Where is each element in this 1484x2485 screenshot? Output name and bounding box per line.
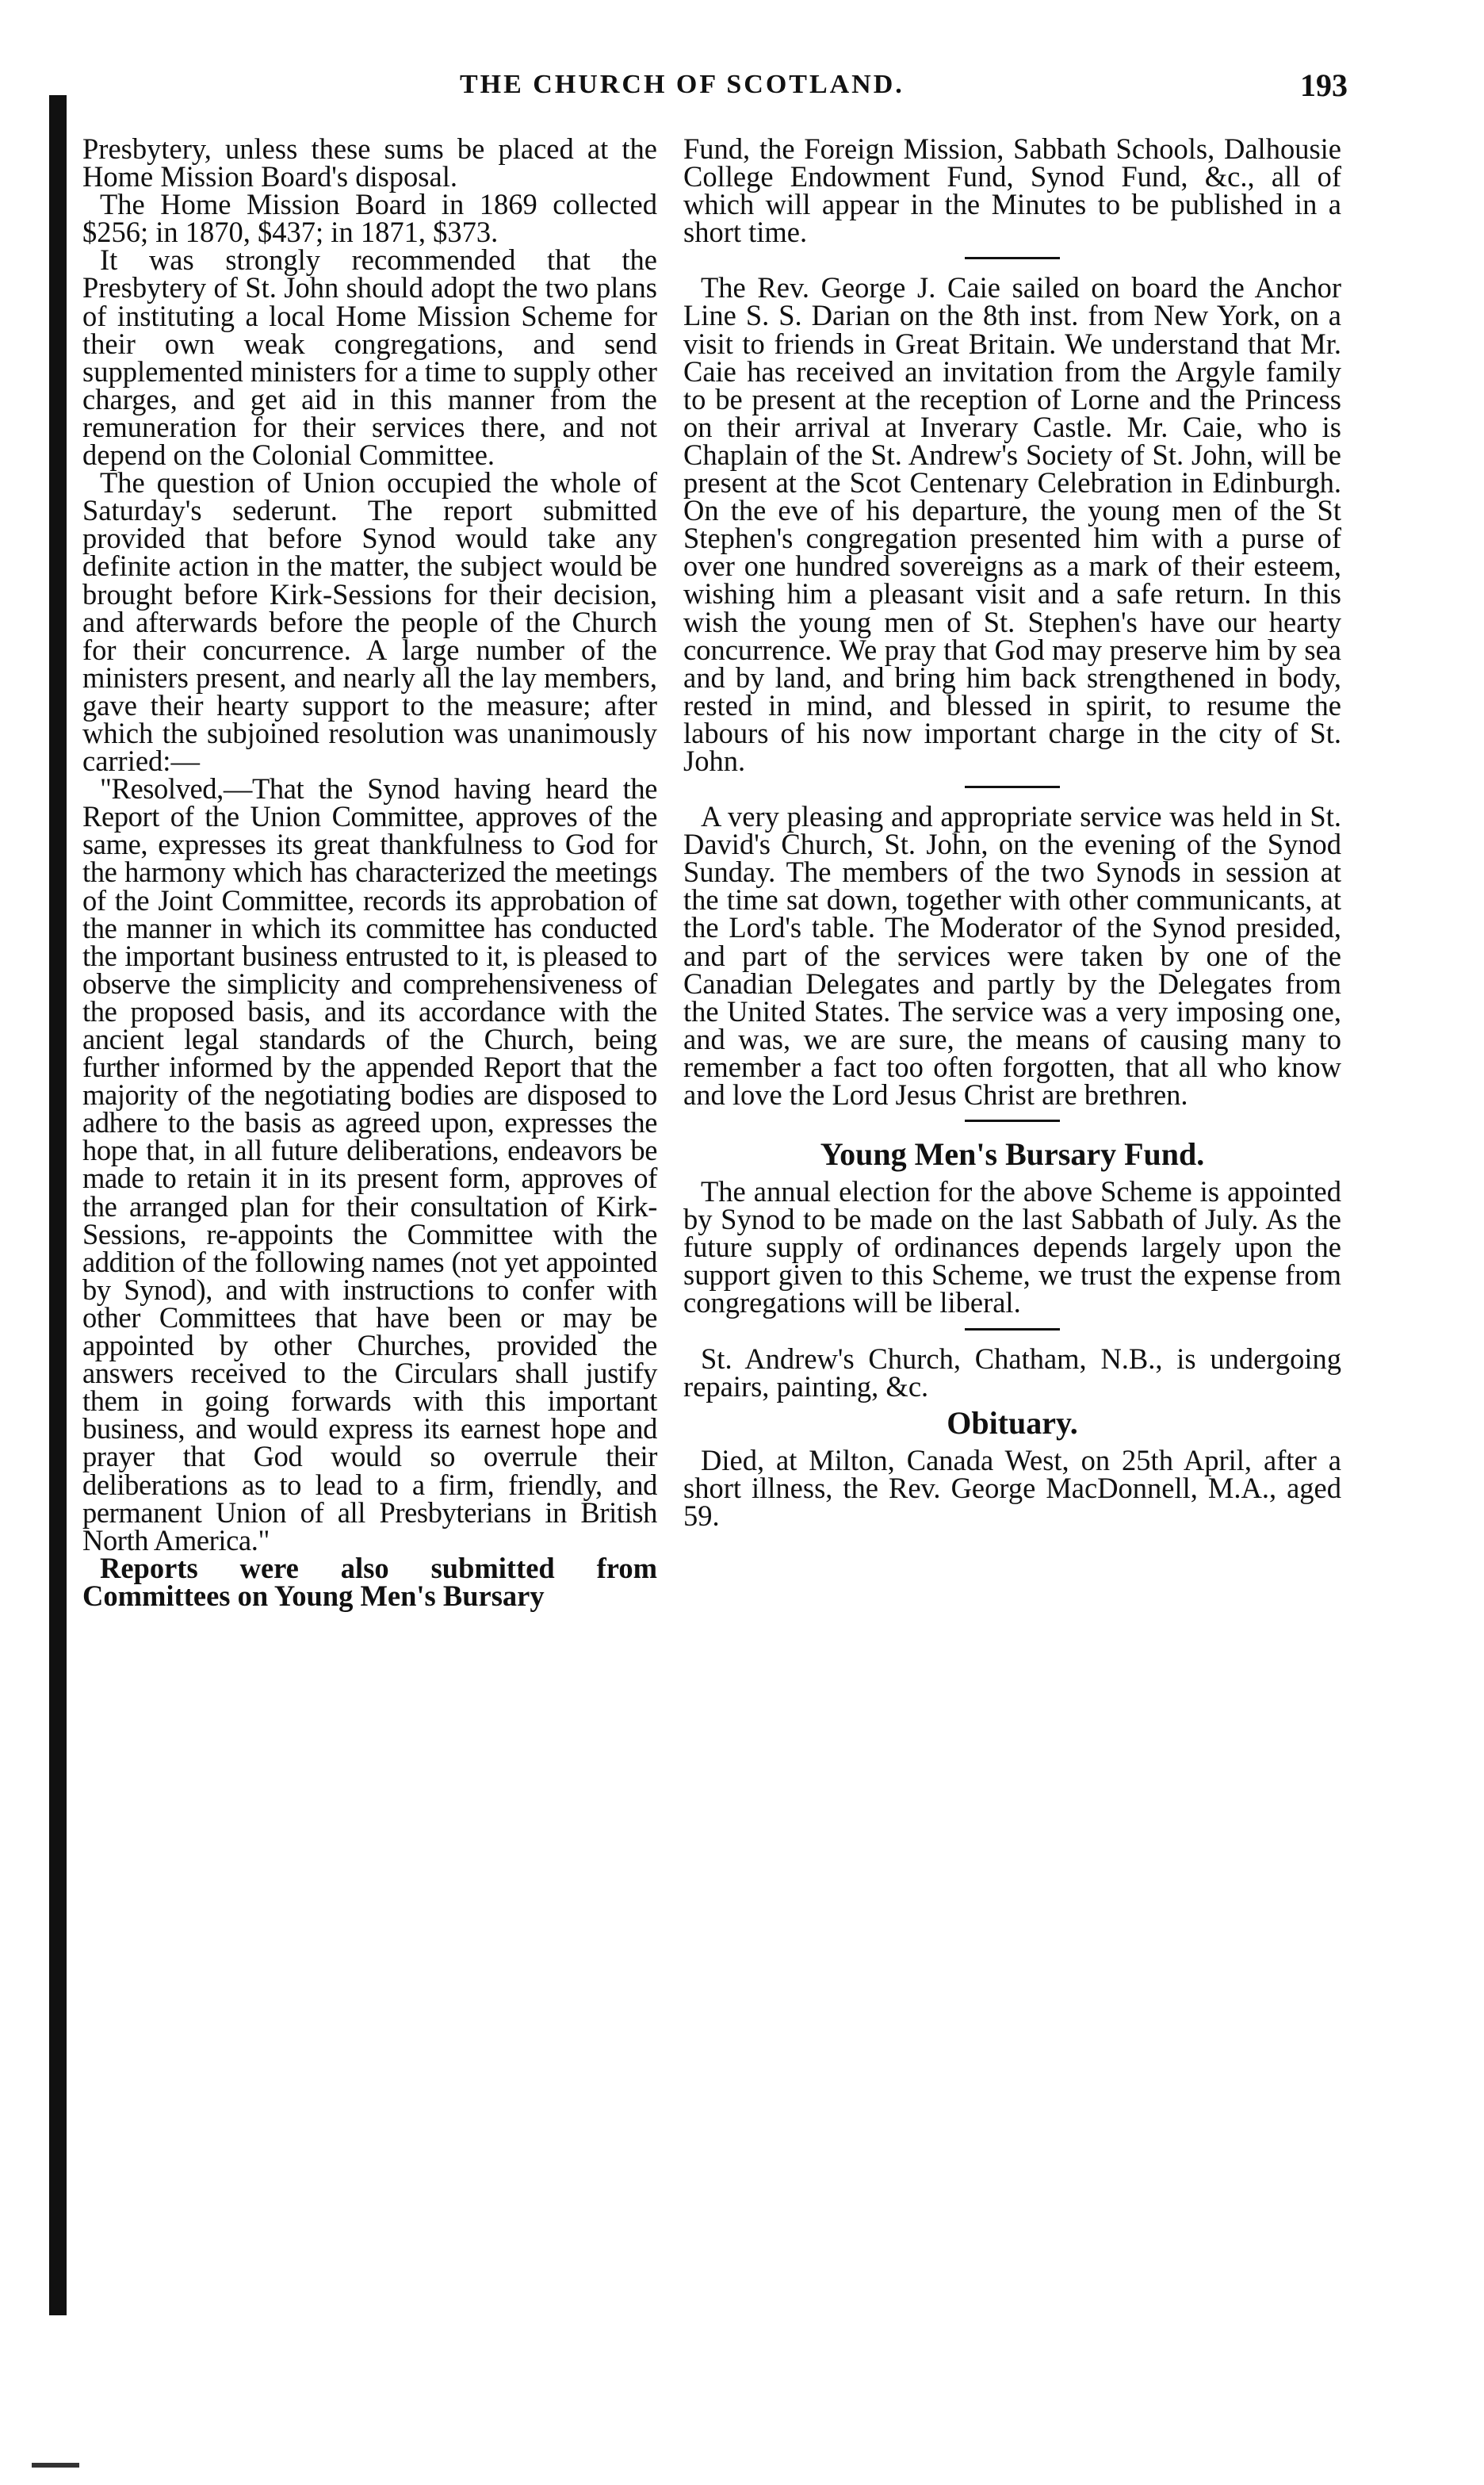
scan-edge-mark <box>32 2463 79 2468</box>
paragraph: Died, at Milton, Canada West, on 25th April, after a short illness, the Rev. George MacDonnell, M.A., aged 59. <box>683 1443 1341 1532</box>
left-column <box>82 132 657 1612</box>
paragraph: Fund, the Foreign Mission, Sabbath Schools, Dalhousie College Endowment Fund, Synod Fund, &c., all of which will appear in the Minutes to be published in a short time. <box>683 132 1341 249</box>
section-rule <box>965 1120 1060 1122</box>
paragraph: Presbytery, unless these sums be placed at the Home Mission Board's disposal. <box>82 132 657 193</box>
section-rule <box>965 1328 1060 1331</box>
section-heading-bursary: Young Men's Bursary Fund. <box>820 1136 1205 1173</box>
paragraph: The annual election for the above Scheme is appointed by Synod to be made on the last Sabbath of July. As the future supply of ordinances depends largely upon the support given to this Scheme, we trust the expense from congregations will be liberal. <box>683 1175 1341 1319</box>
paragraph: The Home Mission Board in 1869 collected $256; in 1870, $437; in 1871, $373. <box>82 188 657 249</box>
paragraph: St. Andrew's Church, Chatham, N.B., is undergoing repairs, painting, &c. <box>683 1342 1341 1403</box>
right-column <box>683 132 1341 1532</box>
paragraph: A very pleasing and appropriate service was held in St. David's Church, St. John, on the evening of the Synod Sunday. The members of the two Synods in session at the time sat down, together with other communicants, at the Lord's table. The Moderator of the Synod presided, and part of the services were taken by one of the Canadian Delegates and partly by the Delegates from the United States. The service was a very imposing one, and was, we are sure, the means of causing many to remember a fact too often forgotten, that all who know and love the Lord Jesus Christ are brethren. <box>683 800 1341 1111</box>
scan-binding-shadow <box>49 95 67 2315</box>
paragraph: Reports were also submitted from Committees on Young Men's Bursary <box>82 1551 657 1612</box>
paragraph: It was strongly recommended that the Presbytery of St. John should adopt the two plans of instituting a local Home Mission Scheme for their own weak congregations, and send supplemented ministers for a time to supply other charges, and get aid in this manner from the remuneration for their services there, and not depend on the Colonial Committee. <box>82 243 657 472</box>
section-rule <box>965 257 1060 259</box>
section-heading-obituary: Obituary. <box>947 1404 1078 1441</box>
section-rule <box>965 786 1060 788</box>
synod-resolution: "Resolved,—That the Synod having heard the Report of the Union Committee, approves of the same, expresses its great thankfulness to God for the harmony which has characterized the meetings of the Joint Committee, records its approbation of the manner in which its committee has conducted the important business entrusted to it, is pleased to observe the simplicity and comprehensiveness of the proposed basis, and its accordance with the ancient legal standards of the Church, being further informed by the appended Report that the majority of the negotiating bodies are disposed to adhere to the basis as agreed upon, expresses the hope that, in all future deliberations, endeavors be made to retain it in its present form, approves of the arranged plan for their consultation of Kirk-Sessions, re-appoints the Committee with the addition of the following names (not yet appointed by Synod), and with instructions to confer with other Committees that have been or may be appointed by other Churches, provided the answers received to the Circulars shall justify them in going forwards with this important business, and would express its earnest hope and prayer that God would so overrule their deliberations as to lead to a firm, friendly, and permanent Union of all Presbyterians in British North America." <box>82 772 657 1556</box>
running-head <box>79 67 1348 117</box>
page-header-title: THE CHURCH OF SCOTLAND. <box>460 70 905 99</box>
page-number: 193 <box>1300 67 1348 103</box>
paragraph: The question of Union occupied the whole of Saturday's sederunt. The report submitted provided that before Synod would take any definite action in the matter, the subject would be brought before Kirk-Sessions for their decision, and afterwards before the people of the Church for their concurrence. A large number of the ministers present, and nearly all the lay members, gave their hearty support to the measure; after which the subjoined resolution was unanimously carried:— <box>82 466 657 778</box>
paragraph: The Rev. George J. Caie sailed on board the Anchor Line S. S. Darian on the 8th inst. from New York, on a visit to friends in Great Britain. We understand that Mr. Caie has received an invitation from the Argyle family to be present at the reception of Lorne and the Princess on their arrival at Inverary Castle. Mr. Caie, who is Chaplain of the St. Andrew's Society of St. John, will be present at the Scot Centenary Celebration in Edinburgh. On the eve of his departure, the young men of the St Stephen's congregation presented him with a purse of over one hundred sovereigns as a mark of their esteem, wishing him a pleasant visit and a safe return. In this wish the young men of St. Stephen's have our hearty concurrence. We pray that God may preserve him by sea and by land, and bring him back strengthened in body, rested in mind, and blessed in spirit, to resume the labours of his now important charge in the city of St. John. <box>683 271 1341 777</box>
